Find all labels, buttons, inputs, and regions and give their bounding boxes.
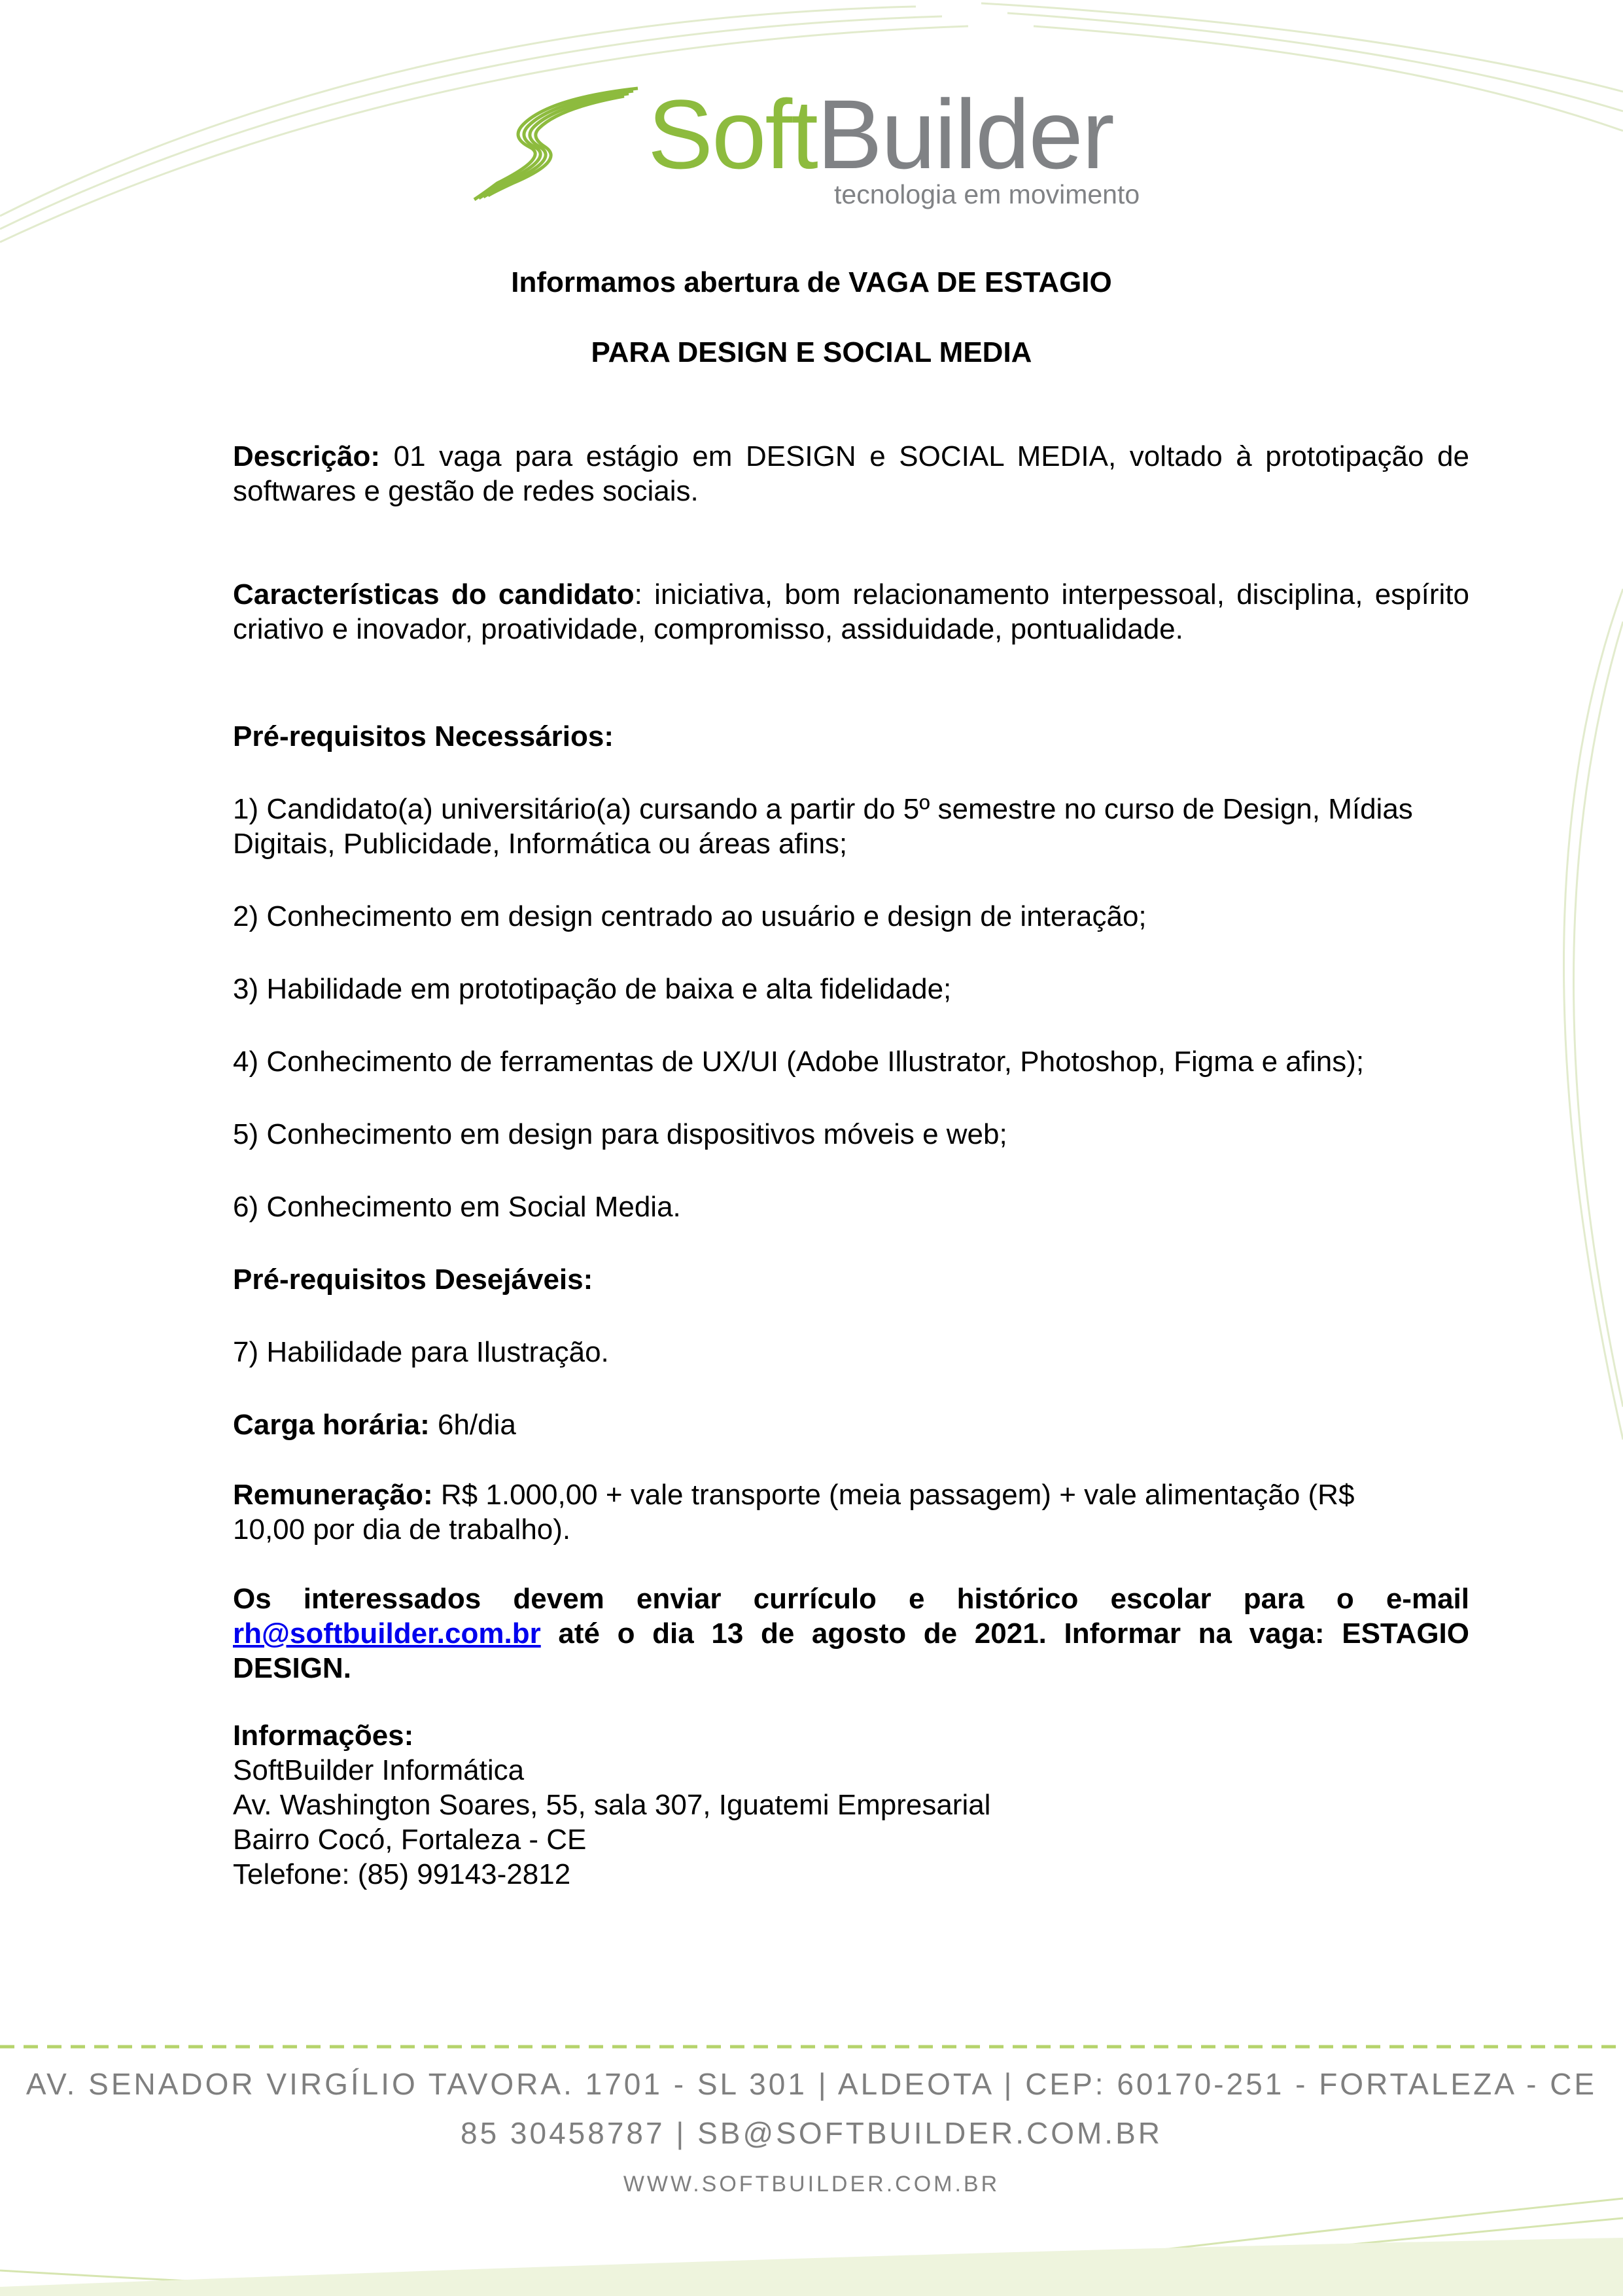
prereq-item: 5) Conhecimento em design para dispositivos móveis e web; [233, 1118, 1007, 1150]
prereq-item: 2) Conhecimento em design centrado ao usuário e design de interação; [233, 900, 1147, 932]
softbuilder-logo [471, 79, 1164, 209]
footer-address: AV. SENADOR VIRGÍLIO TAVORA. 1701 - SL 301 | ALDEOTA | CEP: 60170-251 - FORTALEZA - CE [26, 2067, 1597, 2101]
email-link[interactable]: rh@softbuilder.com.br [233, 1617, 541, 1650]
prereq-desejaveis-title: Pré-requisitos Desejáveis: [233, 1263, 593, 1296]
prereq-item: 3) Habilidade em prototipação de baixa e alta fidelidade; [233, 973, 952, 1005]
prereq-item: 6) Conhecimento em Social Media. [233, 1191, 681, 1223]
carga-value: 6h/dia [429, 1409, 516, 1441]
carga-horaria [233, 1407, 1469, 1442]
caracteristicas-label: Características do candidato [233, 578, 635, 610]
prereq-desejavel-item: 7) Habilidade para Ilustração. [233, 1336, 609, 1368]
prereq-necessarios-title: Pré-requisitos Necessários: [233, 720, 614, 752]
informacoes-title: Informações: [233, 1720, 414, 1752]
informacoes-line: Telefone: (85) 99143-2812 [233, 1858, 571, 1890]
heading-line-2: PARA DESIGN E SOCIAL MEDIA [591, 336, 1032, 368]
remuneracao-label: Remuneração: [233, 1479, 433, 1511]
remuneracao [233, 1477, 1410, 1547]
caracteristicas-paragraph [233, 577, 1469, 646]
heading-line-1: Informamos abertura de VAGA DE ESTAGIO [511, 266, 1112, 298]
footer-phone-email: 85 30458787 | SB@SOFTBUILDER.COM.BR [460, 2116, 1162, 2150]
swoosh-logo-icon [471, 85, 641, 203]
footer-website: WWW.SOFTBUILDER.COM.BR [623, 2172, 1000, 2197]
logo-word-soft: Soft [648, 79, 817, 189]
informacoes-line: Bairro Cocó, Fortaleza - CE [233, 1824, 587, 1856]
descricao-paragraph [233, 439, 1469, 508]
informacoes-line: Av. Washington Soares, 55, sala 307, Iguatemi Empresarial [233, 1789, 991, 1821]
caracteristicas-text: : iniciativa, bom relacionamento interpessoal, disciplina, espírito criativo e inovador, proatividade, compromisso, assiduidade, pontualidade. [233, 578, 1469, 645]
logo-tagline: tecnologia em movimento [834, 179, 1140, 209]
prereq-item: 4) Conhecimento de ferramentas de UX/UI (Adobe Illustrator, Photoshop, Figma e afins); [233, 1046, 1365, 1078]
logo-word-builder: Builder [816, 79, 1113, 189]
informacoes-line: SoftBuilder Informática [233, 1754, 525, 1786]
descricao-label: Descrição: [233, 440, 381, 472]
informacoes-block [233, 1718, 1469, 1892]
remuneracao-value: R$ 1.000,00 + vale transporte (meia passagem) + vale alimentação (R$ 10,00 por dia de trabalho). [233, 1479, 1355, 1545]
logo-wordmark [648, 79, 1113, 190]
carga-label: Carga horária: [233, 1409, 430, 1441]
descricao-text: 01 vaga para estágio em DESIGN e SOCIAL MEDIA, voltado à prototipação de softwares e gestão de redes sociais. [233, 440, 1469, 507]
prereq-item: 1) Candidato(a) universitário(a) cursando a partir do 5º semestre no curso de Design, Mídias Digitais, Publicidade, Informática ou áreas afins; [233, 793, 1413, 860]
envio-text-before: Os interessados devem enviar currículo e histórico escolar para o e-mail [233, 1583, 1469, 1615]
envio-text-after: até o dia 13 de agosto de 2021. Informar na vaga: ESTAGIO DESIGN. [233, 1617, 1469, 1684]
envio-paragraph [233, 1581, 1469, 1686]
